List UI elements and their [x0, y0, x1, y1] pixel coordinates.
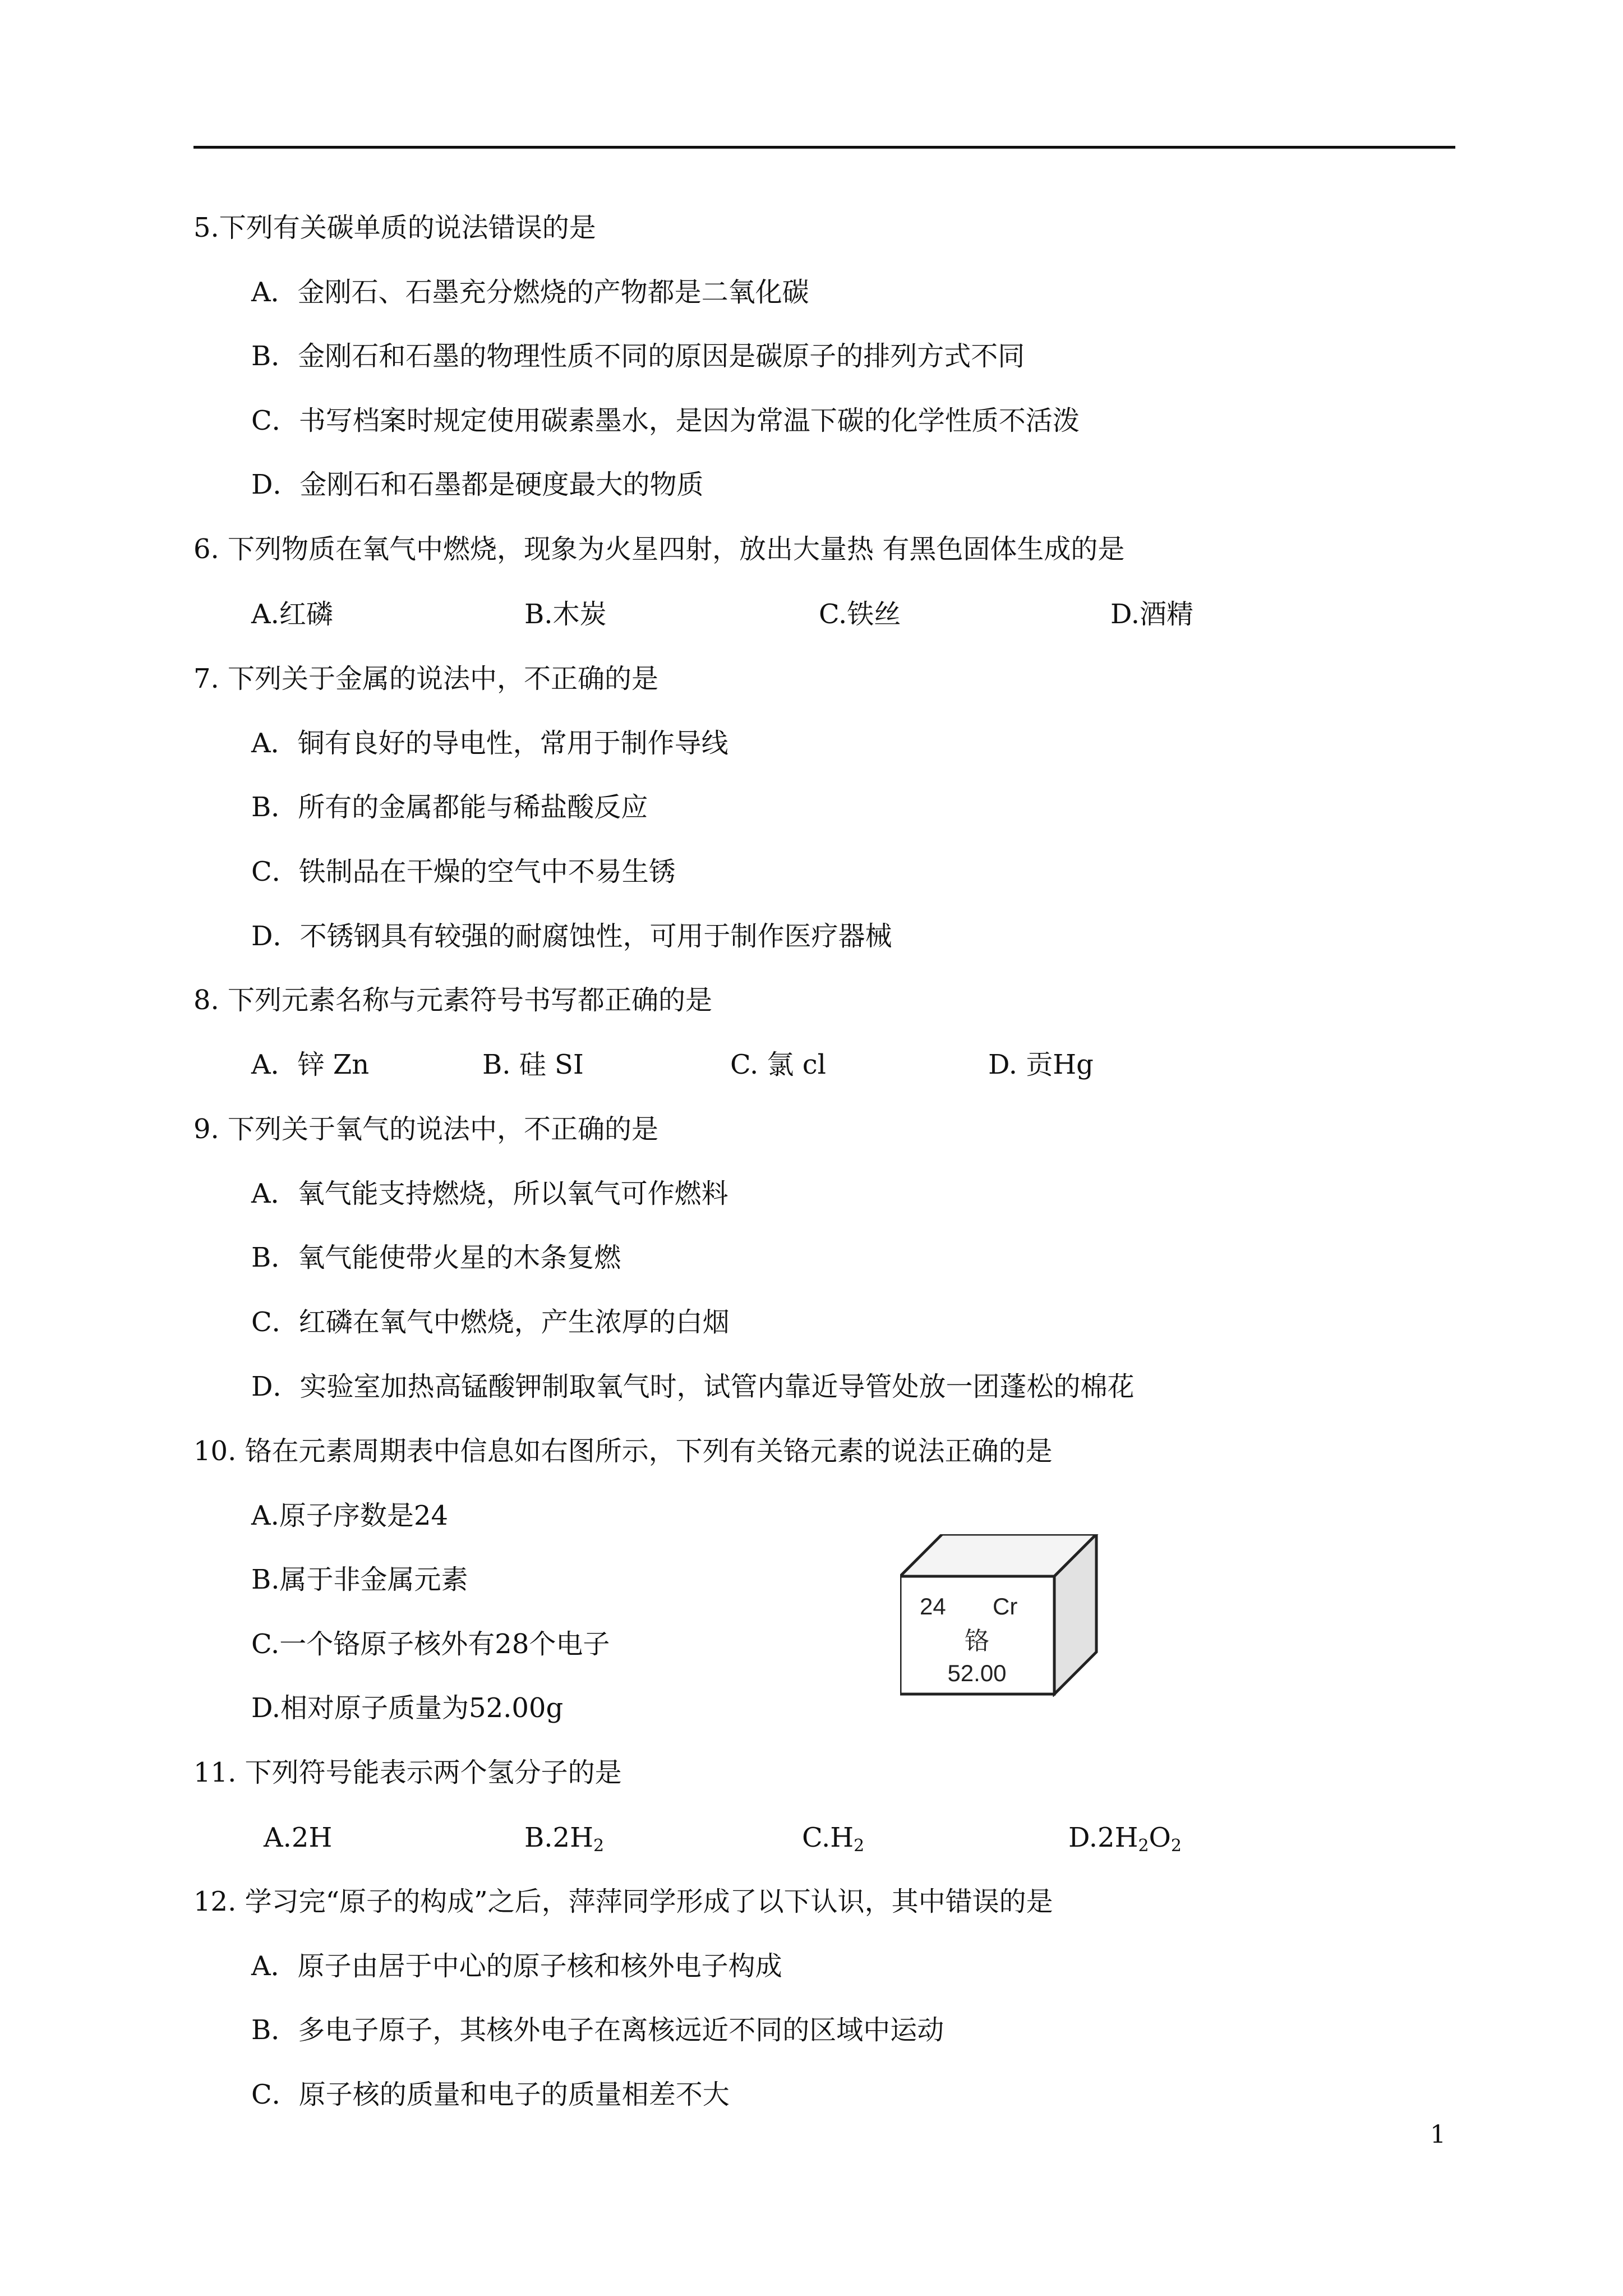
question-9-option-b: B．氧气能使带火星的木条复燃	[251, 1242, 621, 1273]
question-5-option-b: B．金刚石和石墨的物理性质不同的原因是碳原子的排列方式不同	[251, 341, 1025, 372]
subscript: 2	[593, 1836, 605, 1856]
question-10-option-a: A.原子序数是24	[251, 1500, 449, 1531]
question-5-option-a: A．金刚石、石墨充分燃烧的产物都是二氧化碳	[251, 277, 809, 308]
header-rule	[193, 146, 1455, 149]
question-6-stem: 6. 下列物质在氧气中燃烧，现象为火星四射，放出大量热 有黑色固体生成的是	[193, 533, 1125, 565]
question-12-stem: 12. 学习完“原子的构成”之后，萍萍同学形成了以下认识，其中错误的是	[193, 1886, 1053, 1917]
question-12-option-c: C．原子核的质量和电子的质量相差不大	[251, 2079, 730, 2110]
question-10-stem: 10. 铬在元素周期表中信息如右图所示，下列有关铬元素的说法正确的是	[193, 1435, 1053, 1467]
option-text: B.2H	[524, 1822, 593, 1853]
question-6-option-d: D.酒精	[1110, 599, 1194, 630]
question-8-option-c: C. 氯 cl	[730, 1049, 827, 1080]
question-11-stem: 11. 下列符号能表示两个氢分子的是	[193, 1757, 622, 1788]
question-9-option-a: A．氧气能支持燃烧，所以氧气可作燃料	[251, 1178, 728, 1209]
question-9-option-d: D．实验室加热高锰酸钾制取氧气时，试管内靠近导管处放一团蓬松的棉花	[251, 1371, 1135, 1402]
question-10-option-d: D.相对原子质量为52.00g	[251, 1692, 564, 1724]
option-text-mid: O	[1149, 1822, 1171, 1853]
question-8-option-d: D. 贡Hg	[988, 1049, 1094, 1080]
question-7-option-d: D．不锈钢具有较强的耐腐蚀性，可用于制作医疗器械	[251, 921, 892, 952]
question-7-option-c: C．铁制品在干燥的空气中不易生锈	[251, 856, 676, 887]
question-5-stem: 5.下列有关碳单质的说法错误的是	[193, 212, 596, 243]
question-6-option-b: B.木炭	[524, 599, 607, 630]
question-6-option-a: A.红磷	[251, 599, 333, 630]
question-12-option-a: A．原子由居于中心的原子核和核外电子构成	[251, 1950, 782, 1982]
element-name: 铬	[965, 1627, 989, 1655]
option-text: C.H	[802, 1822, 854, 1853]
question-7-stem: 7. 下列关于金属的说法中，不正确的是	[193, 663, 659, 694]
element-symbol: Cr	[993, 1593, 1018, 1619]
question-5-option-d: D．金刚石和石墨都是硬度最大的物质	[251, 469, 704, 500]
question-11-option-a	[264, 1824, 332, 1851]
question-10-option-c: C.一个铬原子核外有28个电子	[251, 1628, 610, 1660]
question-12-option-b: B．多电子原子，其核外电子在离核远近不同的区域中运动	[251, 2014, 944, 2046]
element-atomic-number: 24	[920, 1593, 946, 1619]
subscript: 2	[854, 1836, 865, 1856]
question-7-option-b: B．所有的金属都能与稀盐酸反应	[251, 792, 648, 823]
question-5-option-c: C．书写档案时规定使用碳素墨水，是因为常温下碳的化学性质不活泼	[251, 405, 1080, 436]
question-8-option-b: B. 硅 SI	[482, 1049, 584, 1080]
question-11-option-c	[802, 1822, 865, 1856]
question-11-option-b	[524, 1822, 605, 1856]
question-9-option-c: C．红磷在氧气中燃烧，产生浓厚的白烟	[251, 1306, 730, 1338]
question-11-option-d	[1068, 1822, 1182, 1856]
subscript: 2	[1138, 1836, 1149, 1856]
question-7-option-a: A．铜有良好的导电性，常用于制作导线	[251, 728, 728, 759]
question-9-stem: 9. 下列关于氧气的说法中，不正确的是	[193, 1114, 659, 1145]
page-number: 1	[1430, 2120, 1446, 2149]
question-8-option-a: A．锌 Zn	[251, 1049, 370, 1080]
chromium-element-card	[900, 1534, 1102, 1697]
option-text: A.2H	[264, 1822, 333, 1853]
option-text: D.2H	[1068, 1822, 1138, 1853]
question-6-option-c: C.铁丝	[819, 599, 901, 630]
question-8-stem: 8. 下列元素名称与元素符号书写都正确的是	[193, 984, 713, 1016]
question-10-option-b: B.属于非金属元素	[251, 1564, 468, 1595]
element-atomic-mass: 52.00	[947, 1660, 1007, 1686]
subscript: 2	[1170, 1836, 1182, 1856]
